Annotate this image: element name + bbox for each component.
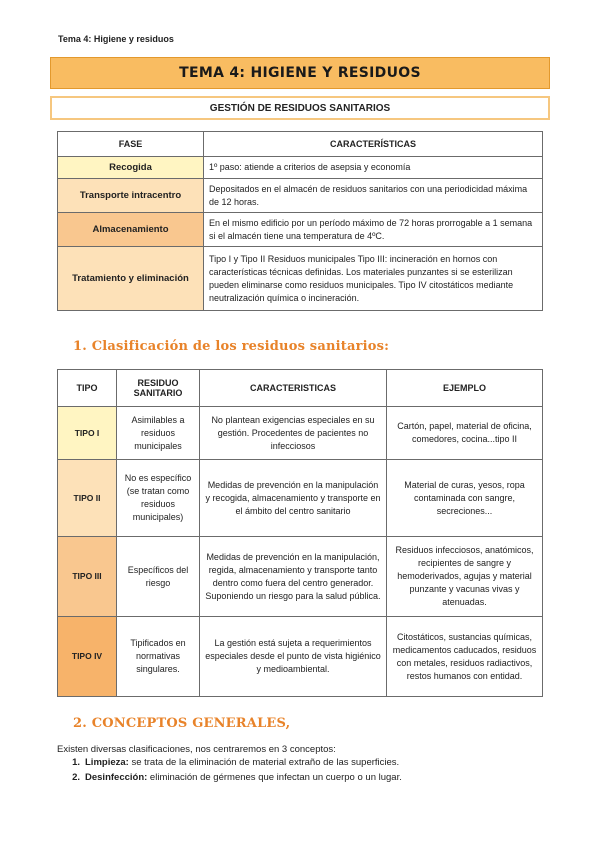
phase-description: Tipo I y Tipo II Residuos municipales Tipo III: incineración en hornos con características técnicas definidas. Los materiales punzantes si se esterilizan pueden eliminarse como residuos municipales. Tipo IV citostáticos mediante neutralización química o incineración.	[204, 247, 543, 311]
table-row	[58, 179, 543, 213]
table-row	[58, 157, 543, 179]
concept-term: Limpieza:	[85, 757, 129, 768]
table-row	[58, 617, 543, 697]
characteristics-cell: La gestión está sujeta a requerimientos especiales desde el punto de vista higiénico y medioambiental.	[200, 617, 387, 697]
column-header-fase: FASE	[58, 132, 204, 157]
type-cell: TIPO I	[58, 407, 117, 460]
table-row	[58, 537, 543, 617]
table-row	[58, 460, 543, 537]
column-header-caracteristicas: CARACTERÍSTICAS	[204, 132, 543, 157]
concept-definition: eliminación de gérmenes que infectan un cuerpo o un lugar.	[147, 772, 402, 783]
phase-description: Depositados en el almacén de residuos sanitarios con una periodicidad máxima de 12 horas.	[204, 179, 543, 213]
list-item	[57, 757, 402, 768]
phase-cell: Almacenamiento	[58, 213, 204, 247]
example-cell: Material de curas, yesos, ropa contaminada con sangre, secreciones...	[387, 460, 543, 537]
example-cell: Cartón, papel, material de oficina, comedores, cocina...tipo II	[387, 407, 543, 460]
column-header-tipo: TIPO	[58, 370, 117, 407]
type-cell: TIPO II	[58, 460, 117, 537]
concepts-list	[57, 757, 402, 787]
page-header-note: Tema 4: Higiene y residuos	[58, 34, 174, 44]
intro-paragraph: Existen diversas clasificaciones, nos centraremos en 3 conceptos:	[57, 744, 336, 755]
subtitle-box: GESTIÓN DE RESIDUOS SANITARIOS	[50, 96, 550, 120]
phase-cell: Recogida	[58, 157, 204, 179]
column-header-residuo: RESIDUO SANITARIO	[117, 370, 200, 407]
phase-description: 1º paso: atiende a criterios de asepsia y economía	[204, 157, 543, 179]
list-number: 2.	[72, 772, 80, 783]
section-heading-clasificacion: 1. Clasificación de los residuos sanitarios:	[73, 339, 390, 354]
concept-definition: se trata de la eliminación de material extraño de las superficies.	[128, 757, 400, 768]
column-header-caracteristicas: CARACTERISTICAS	[200, 370, 387, 407]
characteristics-cell: No plantean exigencias especiales en su gestión. Procedentes de pacientes no infecciosos	[200, 407, 387, 460]
waste-cell: Asimilables a residuos municipales	[117, 407, 200, 460]
table-header-row	[58, 132, 543, 157]
characteristics-cell: Medidas de prevención en la manipulación y recogida, almacenamiento y transporte en el ámbito del centro sanitario	[200, 460, 387, 537]
waste-cell: Específicos del riesgo	[117, 537, 200, 617]
table-header-row	[58, 370, 543, 407]
waste-cell: No es específico (se tratan como residuos municipales)	[117, 460, 200, 537]
waste-types-table	[57, 369, 543, 697]
section-heading-conceptos: 2. CONCEPTOS GENERALES,	[73, 716, 291, 731]
phases-table	[57, 131, 543, 311]
concept-term: Desinfección:	[85, 772, 148, 783]
characteristics-cell: Medidas de prevención en la manipulación, regida, almacenamiento y transporte tanto dentro como fuera del centro generador. Suponiendo un riesgo para la salud pública.	[200, 537, 387, 617]
table-row	[58, 407, 543, 460]
example-cell: Citostáticos, sustancias químicas, medicamentos caducados, residuos con metales, residuos radiactivos, restos humanos con entidad.	[387, 617, 543, 697]
phase-description: En el mismo edificio por un período máximo de 72 horas prorrogable a 1 semana si el almacén tiene una temperatura de 4ºC.	[204, 213, 543, 247]
example-cell: Residuos infecciosos, anatómicos, recipientes de sangre y hemoderivados, agujas y material punzante y vacunas vivas y atenuadas.	[387, 537, 543, 617]
type-cell: TIPO IV	[58, 617, 117, 697]
phase-cell: Transporte intracentro	[58, 179, 204, 213]
type-cell: TIPO III	[58, 537, 117, 617]
page-title: TEMA 4: HIGIENE Y RESIDUOS	[179, 65, 421, 81]
table-row	[58, 247, 543, 311]
list-number: 1.	[72, 757, 80, 768]
table-row	[58, 213, 543, 247]
phase-cell: Tratamiento y eliminación	[58, 247, 204, 311]
column-header-ejemplo: EJEMPLO	[387, 370, 543, 407]
waste-cell: Tipificados en normativas singulares.	[117, 617, 200, 697]
title-banner	[50, 57, 550, 89]
list-item	[57, 772, 402, 783]
